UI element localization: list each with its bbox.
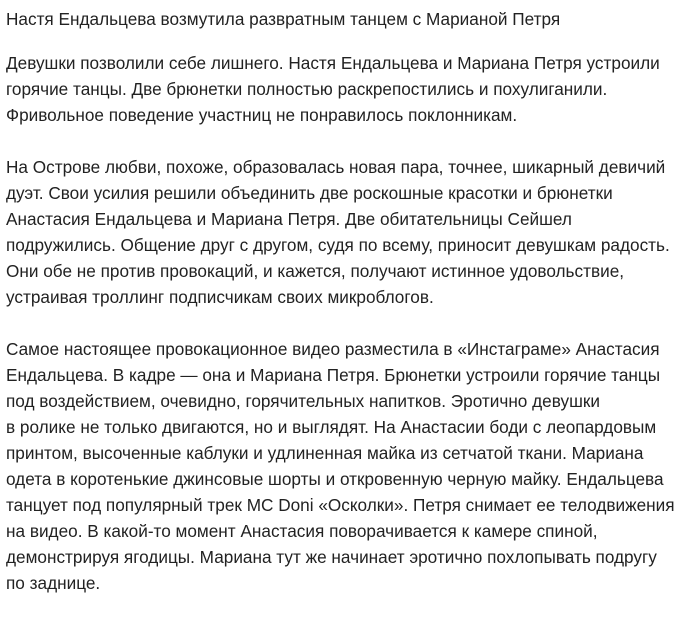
paragraph-line: танцует под популярный трек MC Doni «Осколки». Петря снимает ее телодвижения [6,495,675,515]
paragraph-line: принтом, высоченные каблуки и удлиненная майка из сетчатой ткани. Мариана [6,443,644,463]
paragraph-line: демонстрируя ягодицы. Мариана тут же начинает эротично похлопывать подругу [6,547,657,567]
paragraph-line: устраивая троллинг подписчикам своих микроблогов. [6,287,434,307]
article [6,6,696,622]
paragraph-line: под воздействием, очевидно, горячительных напитков. Эротично девушки [6,391,600,411]
paragraph-line: Самое настоящее провокационное видео разместила в «Инстаграме» Анастасия [6,339,660,359]
paragraph-3 [6,336,696,596]
paragraph-line: горячие танцы. Две брюнетки полностью раскрепостились и похулиганили. [6,79,608,99]
paragraph-line: Ендальцева. В кадре — она и Мариана Петря. Брюнетки устроили горячие танцы [6,365,661,385]
paragraph-line: На Острове любви, похоже, образовалась новая пара, точнее, шикарный девичий [6,157,666,177]
article-title: Настя Ендальцева возмутила развратным танцем с Марианой Петря [6,9,561,29]
paragraph-line: в ролике не только двигаются, но и выглядят. На Анастасии боди с леопардовым [6,417,657,437]
paragraph-line: подружились. Общение друг с другом, судя по всему, приносит девушкам радость. [6,235,670,255]
paragraph-line: Анастасия Ендальцева и Мариана Петря. Две обитательницы Сейшел [6,209,572,229]
paragraph-line: Фривольное поведение участниц не понравилось поклонникам. [6,105,518,125]
paragraph-line: дуэт. Свои усилия решили объединить две роскошные красотки и брюнетки [6,183,613,203]
paragraph-1 [6,50,696,128]
paragraph-line: Девушки позволили себе лишнего. Настя Ендальцева и Мариана Петря устроили [6,53,660,73]
paragraph-2 [6,154,696,310]
paragraph-line: на видео. В какой-то момент Анастасия поворачивается к камере спиной, [6,521,598,541]
paragraph-line: по заднице. [6,573,101,593]
paragraph-line: Они обе не против провокаций, и кажется, получают истинное удовольствие, [6,261,625,281]
paragraph-line: одета в коротенькие джинсовые шорты и откровенную черную майку. Ендальцева [6,469,664,489]
